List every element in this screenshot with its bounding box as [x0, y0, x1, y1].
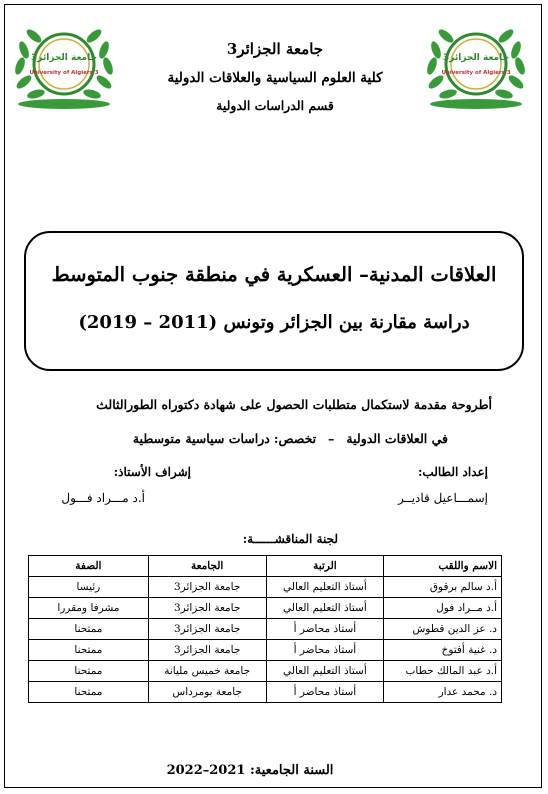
specialization-label: تخصص: — [273, 431, 317, 446]
thesis-title: العلاقات المدنية– العسكرية في منطقة جنوب المتوسط — [51, 263, 497, 286]
university-name: جامعة الجزائر3 — [226, 40, 324, 58]
student-name: إسمـــاعيل قاديــر — [398, 491, 488, 505]
table-header-row — [29, 556, 502, 577]
logo-english-text: University of Algiers 3 — [441, 70, 511, 76]
table-row — [29, 640, 502, 661]
title-box — [24, 231, 524, 371]
table-row — [29, 619, 502, 640]
member-role: مشرفا ومقررا — [29, 598, 149, 619]
member-role: ممتحنا — [29, 661, 149, 682]
member-university: جامعة الجزائر3 — [148, 598, 266, 619]
logo-english-text: University of Algiers 3 — [29, 70, 99, 76]
member-rank: أستاذ التعليم العالي — [266, 661, 384, 682]
separator-dash: – — [328, 431, 335, 446]
logo-arabic-text: جامعة الجزائر3 — [31, 53, 97, 63]
department-name: قسم الدراسات الدولية — [216, 98, 334, 113]
column-header: الجامعة — [148, 556, 266, 577]
thesis-description: أطروحة مقدمة لاستكمال متطلبات الحصول على شهادة دكتوراه الطورالثالث — [96, 397, 492, 412]
laurel-logo-icon — [424, 20, 528, 112]
member-name: د. عز الدين قطوش — [384, 619, 502, 640]
member-name: أ.د عبد المالك حطاب — [384, 661, 502, 682]
member-role: ممتحنا — [29, 640, 149, 661]
member-role: ممتحنا — [29, 619, 149, 640]
committee-title: لجنة المناقشــــــة: — [242, 532, 338, 546]
table-row — [29, 682, 502, 703]
member-name: د. محمد عدار — [384, 682, 502, 703]
member-university: جامعة الجزائر3 — [148, 640, 266, 661]
member-university: جامعة الجزائر3 — [148, 619, 266, 640]
member-name: أ.د سالم برقوق — [384, 577, 502, 598]
table-row — [29, 598, 502, 619]
faculty-name: كلية العلوم السياسية والعلاقات الدولية — [167, 70, 383, 86]
supervisor-name: أ.د مـــراد فـــول — [61, 491, 145, 505]
logo-arabic-text: جامعة الجزائر3 — [443, 53, 509, 63]
member-name: أ.د مــراد فول — [384, 598, 502, 619]
thesis-subtitle: دراسة مقارنة بين الجزائر وتونس (2011 – 2019) — [78, 312, 470, 333]
field-text: في العلاقات الدولية — [346, 431, 448, 446]
table-row — [29, 661, 502, 682]
member-rank: أستاذ محاضر أ — [266, 682, 384, 703]
university-logo-right — [424, 20, 528, 112]
supervisor-label: إشراف الأستاذ: — [113, 465, 191, 479]
member-name: د. غنية أفتوخ — [384, 640, 502, 661]
member-rank: أستاذ التعليم العالي — [266, 598, 384, 619]
column-header: الاسم واللقب — [384, 556, 502, 577]
specialization-value: دراسات سياسية متوسطية — [132, 431, 270, 446]
specialization-line — [88, 431, 448, 446]
table-row — [29, 577, 502, 598]
member-rank: أستاذ محاضر أ — [266, 640, 384, 661]
member-university: جامعة بومرداس — [148, 682, 266, 703]
laurel-logo-icon — [12, 20, 116, 112]
member-rank: أستاذ التعليم العالي — [266, 577, 384, 598]
university-logo-left — [12, 20, 116, 112]
member-role: ممتحنا — [29, 682, 149, 703]
committee-table — [28, 555, 502, 703]
member-role: رئيسا — [29, 577, 149, 598]
student-label: إعداد الطالب: — [417, 465, 488, 479]
member-rank: أستاذ محاضر أ — [266, 619, 384, 640]
member-university: جامعة خميس مليانة — [148, 661, 266, 682]
column-header: الصفة — [29, 556, 149, 577]
column-header: الرتبة — [266, 556, 384, 577]
member-university: جامعة الجزائر3 — [148, 577, 266, 598]
academic-year: السنة الجامعية: 2021–2022 — [166, 763, 334, 778]
